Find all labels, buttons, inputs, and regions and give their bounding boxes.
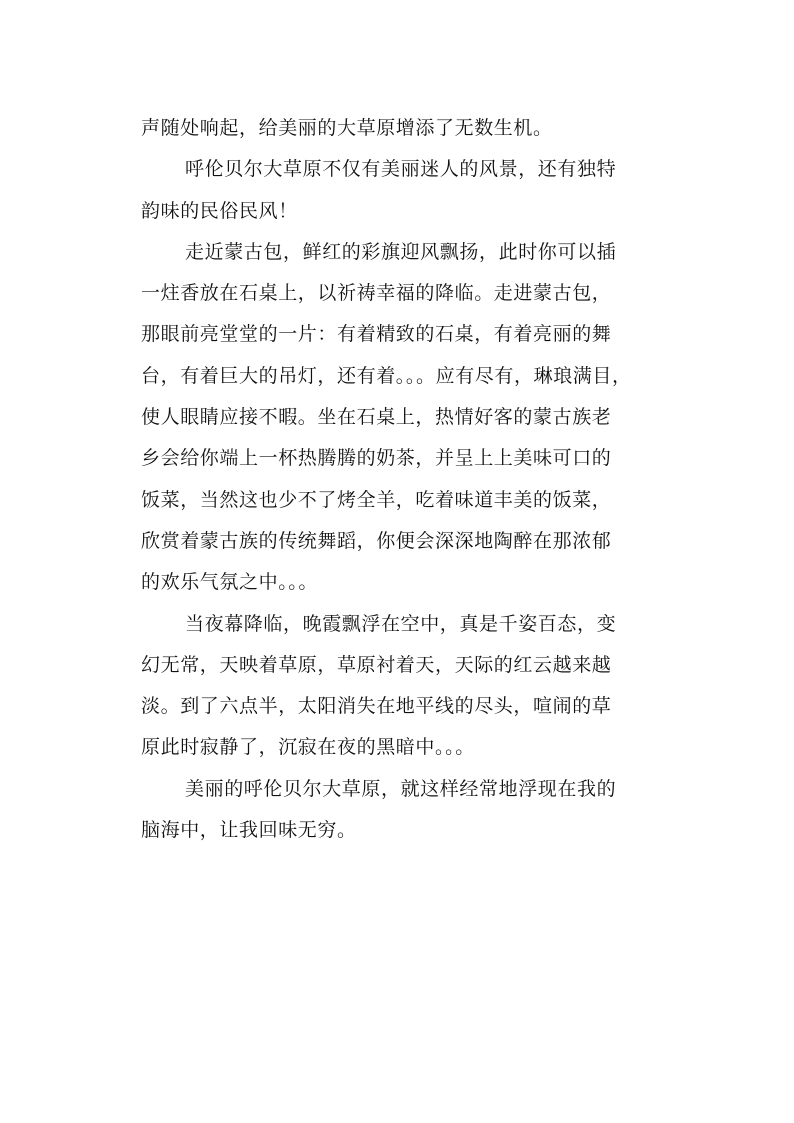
text-line: 饭菜，当然这也少不了烤全羊，吃着味道丰美的饭菜， — [141, 488, 612, 511]
text-line: 走近蒙古包，鲜红的彩旗迎风飘扬，此时你可以插 — [185, 240, 617, 263]
text-line: 的欢乐气氛之中。。。 — [141, 571, 319, 594]
text-line: 原此时寂静了，沉寂在夜的黑暗中。。。 — [141, 736, 475, 759]
article-text — [141, 108, 661, 851]
text-line: 呼伦贝尔大草原不仅有美丽迷人的风景，还有独特 — [185, 158, 617, 181]
text-line: 那眼前亮堂堂的一片：有着精致的石桌，有着亮丽的舞 — [141, 323, 612, 346]
text-line: 台，有着巨大的吊灯，还有着。。。应有尽有，琳琅满目， — [141, 364, 632, 387]
text-line: 幻无常，天映着草原，草原衬着天，天际的红云越来越 — [141, 653, 612, 676]
text-line: 脑海中，让我回味无穷。 — [141, 819, 357, 842]
text-line: 声随处响起，给美丽的大草原增添了无数生机。 — [141, 117, 553, 139]
text-line: 使人眼睛应接不暇。坐在石桌上，热情好客的蒙古族老 — [141, 406, 612, 429]
text-line: 乡会给你端上一杯热腾腾的奶茶，并呈上上美味可口的 — [141, 447, 612, 470]
text-line: 美丽的呼伦贝尔大草原，就这样经常地浮现在我的 — [185, 777, 617, 800]
text-line: 一炷香放在石桌上，以祈祷幸福的降临。走进蒙古包， — [141, 282, 612, 305]
text-line: 当夜幕降临，晚霞飘浮在空中，真是千姿百态，变 — [185, 612, 617, 635]
text-line: 淡。到了六点半，太阳消失在地平线的尽头，喧闹的草 — [141, 695, 612, 718]
text-line: 韵味的民俗民风！ — [141, 199, 298, 222]
text-line: 欣赏着蒙古族的传统舞蹈，你便会深深地陶醉在那浓郁 — [141, 529, 612, 552]
